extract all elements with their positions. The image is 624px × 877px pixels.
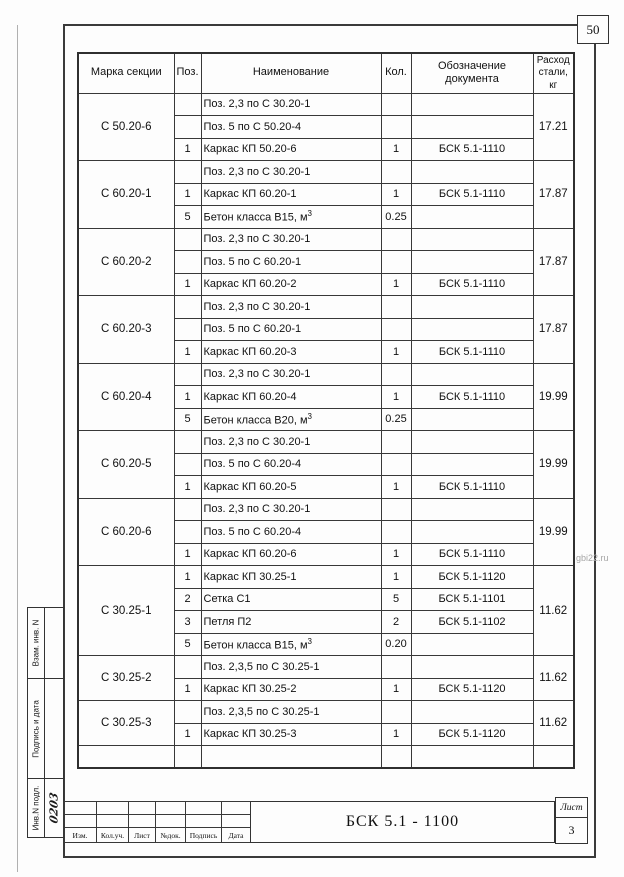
margin-value-box [45,679,63,778]
cell-doc: БСК 5.1-1120 [411,723,533,746]
cell-name [201,206,381,229]
cell-pos: 5 [174,206,201,229]
table-row [78,363,574,386]
cell-steel: 17.21 [533,93,574,161]
cell-qty: 1 [381,386,411,409]
cell-qty [381,363,411,386]
cell-steel: 19.99 [533,498,574,566]
cell-name: Поз. 2,3 по С 30.20-1 [201,161,381,184]
cell-qty [381,656,411,679]
cell-qty [381,116,411,139]
cell-steel: 11.62 [533,656,574,701]
stamp-col-izm: Изм. [64,828,97,843]
cell-steel: 19.99 [533,363,574,431]
cell-qty: 1 [381,138,411,161]
cell-qty: 1 [381,678,411,701]
cell-doc [411,746,533,769]
stamp-grid-cell [64,815,97,828]
table-row [78,431,574,454]
watermark: gbi22.ru [576,553,609,563]
cell-section-mark: С 60.20-4 [78,363,174,431]
cell-name: Петля П2 [201,611,381,634]
header-qty: Кол. [381,53,411,93]
stamp-grid-cell [64,802,97,815]
cell-qty: 1 [381,341,411,364]
cell-doc [411,633,533,656]
table-row [78,701,574,724]
stamp-revision-grid [63,801,251,843]
table-row-empty [78,746,574,769]
cell-pos [174,228,201,251]
cell-name: Поз. 5 по С 60.20-1 [201,318,381,341]
cell-name: Каркас КП 60.20-2 [201,273,381,296]
cell-pos: 1 [174,183,201,206]
cell-pos: 5 [174,633,201,656]
scan-page-edge-line [17,25,18,872]
margin-cell-vzam-inv [28,608,63,678]
margin-label-box [28,779,45,837]
cell-section-mark: С 30.25-3 [78,701,174,746]
sheet-number: 3 [568,823,575,837]
stamp-col-koluch: Кол.уч. [97,828,129,843]
cell-name: Каркас КП 60.20-6 [201,543,381,566]
cell-doc [411,296,533,319]
header-doc: Обозначение документа [411,53,533,93]
cell-pos [174,701,201,724]
margin-cell-podpis-data [28,678,63,778]
cell-pos: 1 [174,678,201,701]
cell-doc [411,408,533,431]
cell-doc [411,318,533,341]
stamp-grid-cell [186,802,222,815]
cell-name: Поз. 5 по С 60.20-4 [201,521,381,544]
cell-name: Поз. 2,3 по С 30.20-1 [201,296,381,319]
cell-qty: 2 [381,611,411,634]
cell-qty [381,318,411,341]
cell-qty [381,228,411,251]
cell-qty: 1 [381,543,411,566]
cell-name: Каркас КП 60.20-3 [201,341,381,364]
cell-pos: 1 [174,566,201,589]
cell-section-mark: С 60.20-1 [78,161,174,229]
header-name: Наименование [201,53,381,93]
cell-qty [381,746,411,769]
cell-steel: 11.62 [533,566,574,656]
cell-pos [174,318,201,341]
cell-name-text: Бетон класса В20, м [203,414,308,427]
cell-name: Каркас КП 30.25-2 [201,678,381,701]
stamp-grid-cell [129,815,156,828]
specification-table [77,52,575,769]
stamp-grid-cell [97,802,129,815]
cell-name: Каркас КП 60.20-4 [201,386,381,409]
cell-doc: БСК 5.1-1110 [411,476,533,499]
stamp-grid-cell [222,815,251,828]
handwritten-inventory-number: 0203 [47,791,61,825]
cell-qty [381,161,411,184]
table-row [78,656,574,679]
cell-doc [411,521,533,544]
cell-qty: 1 [381,273,411,296]
cell-doc: БСК 5.1-1110 [411,273,533,296]
cell-name: Поз. 2,3 по С 30.20-1 [201,228,381,251]
cell-pos [174,431,201,454]
cell-section-mark: С 60.20-6 [78,498,174,566]
stamp-grid-cell [156,802,186,815]
cell-doc: БСК 5.1-1110 [411,183,533,206]
cell-name [201,746,381,769]
stamp-grid-cell [156,815,186,828]
cell-doc: БСК 5.1-1120 [411,566,533,589]
cell-name: Каркас КП 60.20-1 [201,183,381,206]
cell-qty: 0.20 [381,633,411,656]
margin-label: Взам. инв. N [31,619,41,667]
cell-steel: 17.87 [533,296,574,364]
cell-name-text: Бетон класса В15, м [203,212,308,225]
cell-name: Каркас КП 60.20-5 [201,476,381,499]
cell-doc [411,116,533,139]
margin-strip [27,607,64,838]
cell-qty [381,296,411,319]
cell-name-sup: 3 [307,636,312,646]
cell-qty [381,431,411,454]
table-header-row [78,53,574,93]
cell-doc: БСК 5.1-1110 [411,138,533,161]
cell-doc: БСК 5.1-1110 [411,543,533,566]
cell-qty [381,701,411,724]
cell-name: Поз. 2,3 по С 30.20-1 [201,363,381,386]
cell-doc [411,161,533,184]
cell-doc [411,93,533,116]
margin-label: Подпись и дата [31,699,41,758]
margin-value-box [45,608,63,678]
cell-doc: БСК 5.1-1102 [411,611,533,634]
cell-qty [381,521,411,544]
margin-label-box [28,608,45,678]
cell-steel: 11.62 [533,701,574,746]
cell-name [201,633,381,656]
cell-doc [411,431,533,454]
margin-cell-inv-podl [28,778,63,837]
cell-steel: 17.87 [533,228,574,296]
cell-name: Сетка С1 [201,588,381,611]
stamp-grid-row [64,802,251,815]
stamp-grid-cell [129,802,156,815]
document-number: БСК 5.1 - 1100 [250,801,555,843]
cell-pos [174,296,201,319]
table-row [78,566,574,589]
cell-name: Каркас КП 30.25-1 [201,566,381,589]
cell-pos [174,161,201,184]
cell-qty: 0.25 [381,408,411,431]
cell-pos [174,521,201,544]
cell-qty: 0.25 [381,206,411,229]
stamp-col-list: Лист [129,828,156,843]
stamp-grid-cell [222,802,251,815]
cell-pos: 5 [174,408,201,431]
cell-pos: 1 [174,138,201,161]
cell-section-mark: С 30.25-2 [78,656,174,701]
cell-doc [411,251,533,274]
cell-steel: 19.99 [533,431,574,499]
cell-qty [381,453,411,476]
cell-name: Каркас КП 30.25-3 [201,723,381,746]
header-steel: Расход стали, кг [533,53,574,93]
cell-pos [174,656,201,679]
cell-name: Поз. 2,3 по С 30.20-1 [201,498,381,521]
cell-name: Поз. 2,3 по С 30.20-1 [201,93,381,116]
cell-doc: БСК 5.1-1110 [411,386,533,409]
cell-doc [411,701,533,724]
stamp-grid-cell [186,815,222,828]
cell-qty [381,498,411,521]
table-row [78,93,574,116]
cell-section-mark: С 60.20-2 [78,228,174,296]
table-row [78,498,574,521]
cell-doc [411,228,533,251]
cell-pos: 1 [174,386,201,409]
cell-pos [174,363,201,386]
table-row [78,296,574,319]
cell-pos [174,251,201,274]
cell-qty [381,251,411,274]
cell-doc [411,206,533,229]
cell-doc [411,656,533,679]
cell-name: Поз. 2,3 по С 30.20-1 [201,431,381,454]
cell-name-text: Бетон класса В15, м [203,639,308,652]
cell-section-mark: С 60.20-5 [78,431,174,499]
cell-name-sup: 3 [307,411,312,421]
cell-pos [174,93,201,116]
cell-qty [381,93,411,116]
margin-value-box [45,779,63,837]
cell-pos [174,498,201,521]
cell-section-mark: С 60.20-3 [78,296,174,364]
cell-name: Поз. 2,3,5 по С 30.25-1 [201,701,381,724]
cell-doc: БСК 5.1-1101 [411,588,533,611]
cell-name [201,408,381,431]
cell-steel: 17.87 [533,161,574,229]
sheet-number-box [555,797,588,844]
cell-name: Поз. 2,3,5 по С 30.25-1 [201,656,381,679]
cell-qty: 1 [381,723,411,746]
table-row [78,228,574,251]
cell-pos: 1 [174,543,201,566]
stamp-col-podpis: Подпись [186,828,222,843]
sheet-label: Лист [556,798,587,818]
cell-pos: 3 [174,611,201,634]
cell-qty: 5 [381,588,411,611]
cell-name: Поз. 5 по С 60.20-1 [201,251,381,274]
cell-pos: 1 [174,723,201,746]
cell-qty: 1 [381,476,411,499]
cell-section-mark: С 50.20-6 [78,93,174,161]
cell-section-mark [78,746,174,769]
cell-pos [174,116,201,139]
cell-name-sup: 3 [307,209,312,219]
cell-pos: 1 [174,341,201,364]
header-mark: Марка секции [78,53,174,93]
cell-pos: 1 [174,273,201,296]
cell-name: Поз. 5 по С 60.20-4 [201,453,381,476]
cell-qty: 1 [381,566,411,589]
cell-qty: 1 [381,183,411,206]
cell-pos: 1 [174,476,201,499]
cell-pos [174,453,201,476]
cell-steel [533,746,574,769]
margin-label: Инв.N подл. [31,785,41,831]
cell-name: Поз. 5 по С 50.20-4 [201,116,381,139]
stamp-grid-cell [97,815,129,828]
margin-label-box [28,679,45,778]
cell-doc [411,363,533,386]
cell-doc: БСК 5.1-1110 [411,341,533,364]
cell-doc [411,453,533,476]
table-row [78,161,574,184]
stamp-grid-row [64,815,251,828]
page-number-box: 50 [577,15,609,44]
cell-section-mark: С 30.25-1 [78,566,174,656]
cell-name: Каркас КП 50.20-6 [201,138,381,161]
cell-doc: БСК 5.1-1120 [411,678,533,701]
header-pos: Поз. [174,53,201,93]
cell-pos [174,746,201,769]
stamp-grid-labels-row [64,828,251,843]
cell-pos: 2 [174,588,201,611]
cell-doc [411,498,533,521]
stamp-col-ndok: №док. [156,828,186,843]
stamp-col-data: Дата [222,828,251,843]
